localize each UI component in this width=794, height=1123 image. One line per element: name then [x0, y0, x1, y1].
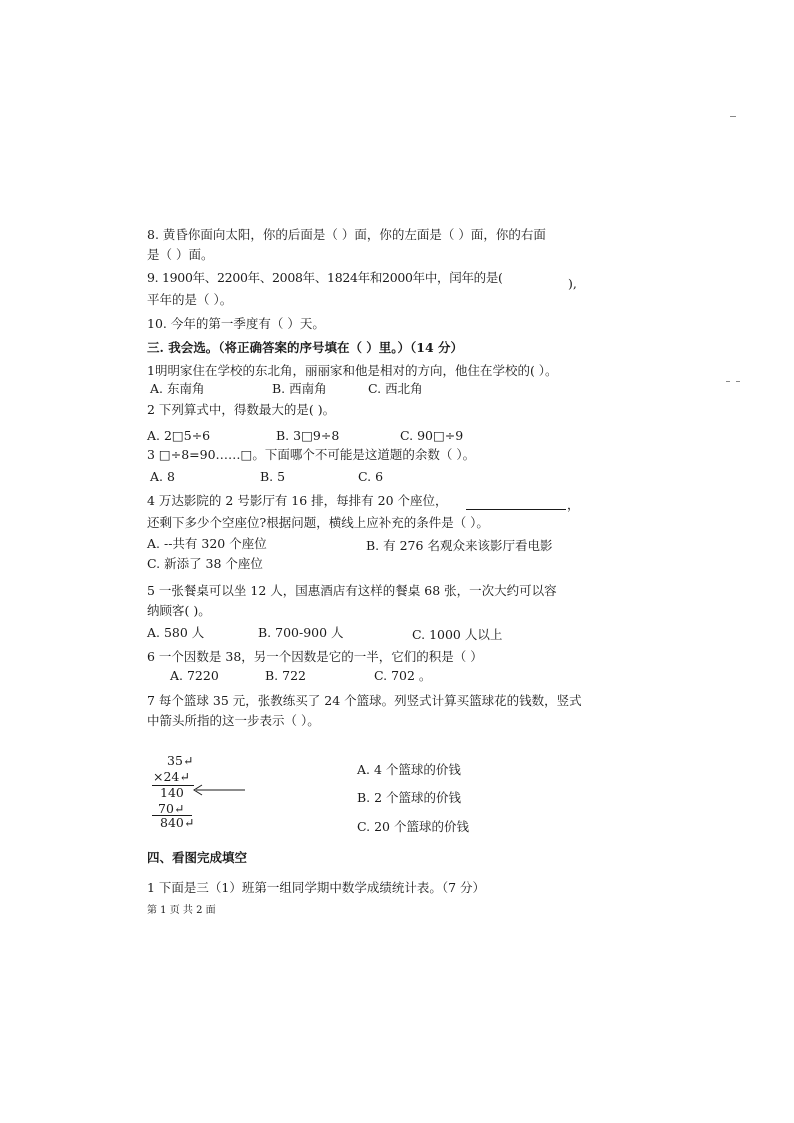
- mc-4-question-line1: 4 万达影院的 2 号影厅有 16 排，每排有 20 个座位，: [147, 493, 448, 508]
- mc-7-question-line1: 7 每个篮球 35 元，张教练买了 24 个篮球。列竖式计算买篮球花的钱数，竖式: [147, 693, 582, 708]
- mc-4-option-a: A. --共有 320 个座位: [147, 536, 267, 551]
- section-3-heading: 三. 我会选。（将正确答案的序号填在（ ）里。）（14 分）: [147, 340, 464, 355]
- arrow-icon: [190, 783, 246, 797]
- mc-5-option-a: A. 580 人: [147, 625, 205, 640]
- mc-4-option-c: C. 新添了 38 个座位: [147, 556, 263, 571]
- mc-5-option-c: C. 1000 人以上: [412, 627, 503, 642]
- mc-3-option-b: B. 5: [260, 469, 286, 484]
- calc-row-multiplier: ×24↵: [153, 769, 190, 784]
- mc-5-question-line2: 纳顾客( )。: [147, 603, 211, 618]
- mc-2-option-b: B. 3□9÷8: [276, 428, 340, 443]
- question-8-line2: 是（ ）面。: [147, 247, 214, 262]
- question-9-line2: 平年的是（ ）。: [147, 292, 233, 307]
- question-9-line1: 9. 1900年、2200年、2008年、1824年和2000年中，闰年的是(: [147, 270, 503, 285]
- mc-6-option-b: B. 722: [265, 668, 306, 683]
- mc-4-question-line1-end: ，: [567, 497, 580, 512]
- mc-7-question-line2: 中箭头所指的这一步表示（ ）。: [147, 713, 320, 728]
- question-10: 10. 今年的第一季度有（ ）天。: [147, 316, 325, 331]
- scan-speck: [736, 381, 740, 382]
- mc-7-option-c: C. 20 个篮球的价钱: [357, 819, 469, 834]
- calc-row-multiplicand: 35↵: [167, 753, 194, 768]
- page-footer: 第 1 页 共 2 面: [147, 905, 216, 916]
- calc-product: 840↵: [160, 815, 195, 830]
- calc-partial-product-2: 70↵: [158, 801, 185, 816]
- mc-1-question: 1明明家住在学校的东北角，丽丽家和他是相对的方向，他住在学校的( ）。: [147, 363, 558, 378]
- mc-3-question: 3 □÷8=90……□。下面哪个不可能是这道题的余数（ ）。: [147, 447, 476, 462]
- mc-4-question-line2: 还剩下多少个空座位?根据问题，横线上应补充的条件是（ ）。: [147, 515, 489, 530]
- mc-2-question: 2 下列算式中，得数最大的是( )。: [147, 402, 336, 417]
- mc-6-option-c: C. 702 。: [374, 668, 432, 683]
- mc-1-option-c: C. 西北角: [368, 381, 423, 396]
- mc-4-blank-line: [466, 509, 566, 510]
- mc-1-option-a: A. 东南角: [150, 381, 205, 396]
- scan-speck: [726, 381, 730, 382]
- mc-3-option-a: A. 8: [150, 469, 175, 484]
- mc-6-question: 6 一个因数是 38，另一个因数是它的一半，它们的积是（ ）: [147, 649, 483, 664]
- mc-1-option-b: B. 西南角: [272, 381, 327, 396]
- mc-7-option-b: B. 2 个篮球的价钱: [357, 790, 462, 805]
- scan-speck: [730, 116, 736, 117]
- mc-7-option-a: A. 4 个篮球的价钱: [357, 762, 461, 777]
- question-9-line1-end: ),: [568, 276, 577, 291]
- question-8-line1: 8. 黄昏你面向太阳，你的后面是（ ）面，你的左面是（ ）面，你的右面: [147, 227, 546, 242]
- problem-1: 1 下面是三（1）班第一组同学期中数学成绩统计表。（7 分）: [147, 880, 486, 895]
- mc-2-option-a: A. 2□5÷6: [147, 428, 211, 443]
- mc-5-question-line1: 5 一张餐桌可以坐 12 人，国惠酒店有这样的餐桌 68 张，一次大约可以容: [147, 583, 557, 598]
- calc-partial-product-1: 140: [160, 785, 184, 800]
- mc-6-option-a: A. 7220: [170, 668, 219, 683]
- mc-2-option-c: C. 90□÷9: [400, 428, 464, 443]
- mc-4-option-b: B. 有 276 名观众来该影厅看电影: [366, 538, 553, 553]
- mc-3-option-c: C. 6: [358, 469, 384, 484]
- mc-5-option-b: B. 700-900 人: [258, 625, 344, 640]
- section-4-heading: 四、看图完成填空: [147, 850, 248, 865]
